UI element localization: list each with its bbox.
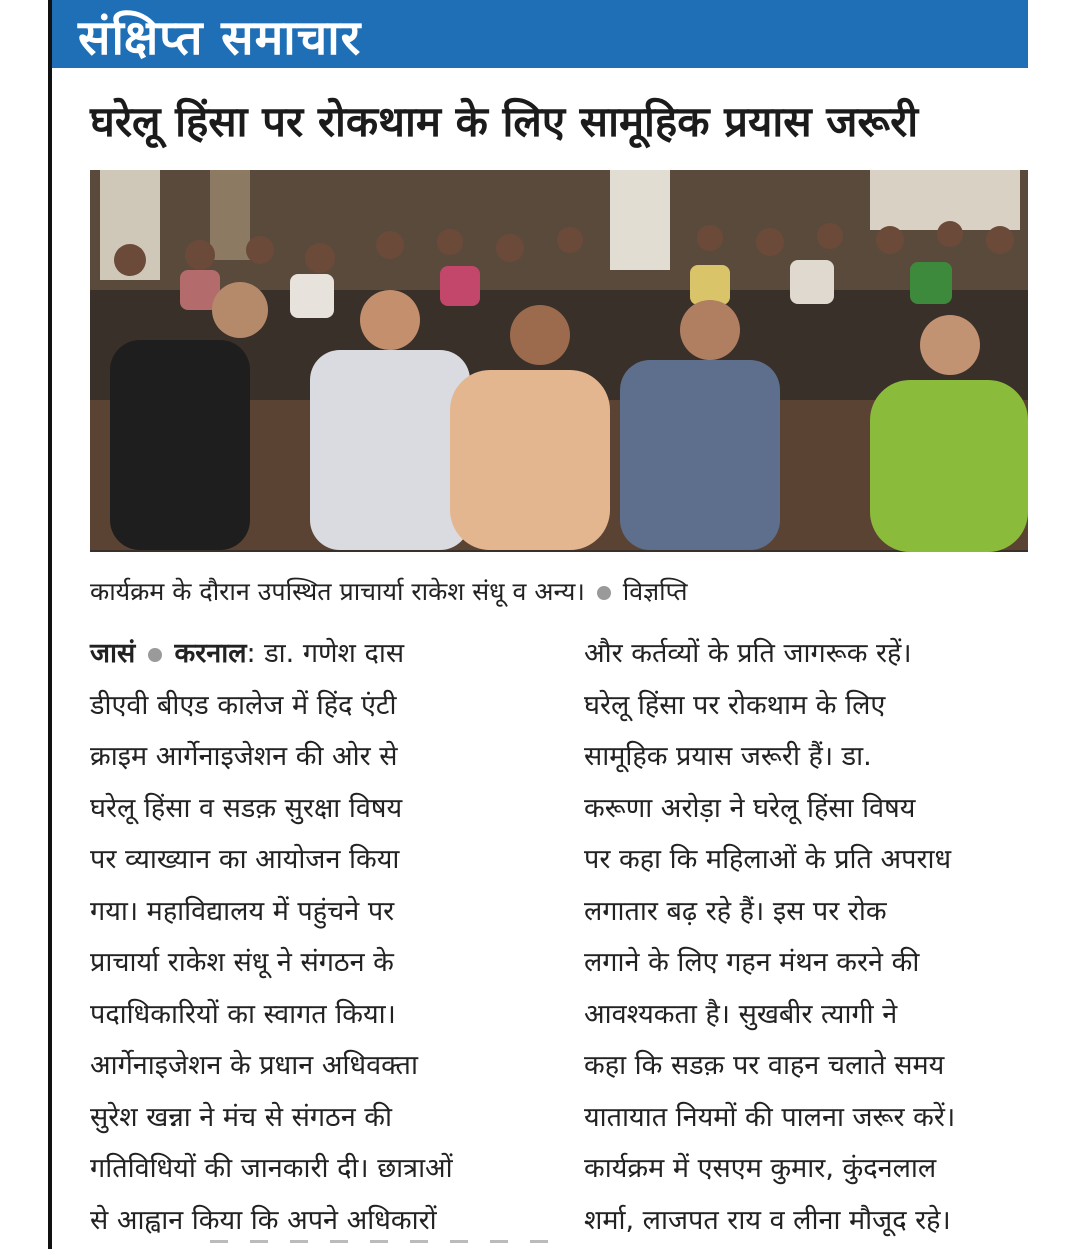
- article-line: कार्यक्रम में एसएम कुमार, कुंदनलाल: [584, 1153, 937, 1184]
- article-line: पर कहा कि महिलाओं के प्रति अपराध: [584, 844, 952, 875]
- section-banner: [52, 0, 1028, 68]
- article-line: प्राचार्या राकेश संधू ने संगठन के: [90, 947, 394, 978]
- article-line: शर्मा, लाजपत राय व लीना मौजूद रहे।: [584, 1204, 951, 1236]
- article-line: गया। महाविद्यालय में पहुंचने पर: [90, 895, 395, 927]
- article-line: गतिविधियों की जानकारी दी। छात्राओं: [90, 1153, 453, 1184]
- article-line: कहा कि सडक़ पर वाहन चलाते समय: [584, 1050, 945, 1081]
- caption-text: कार्यक्रम के दौरान उपस्थित प्राचार्या राकेश संधू व अन्य।: [90, 577, 585, 606]
- article-line: करूणा अरोड़ा ने घरेलू हिंसा विषय: [584, 792, 916, 824]
- article-column-left: [90, 628, 550, 1246]
- cut-off-next-line: [210, 1240, 570, 1243]
- article-line: पदाधिकारियों का स्वागत किया।: [90, 998, 396, 1030]
- caption-source: विज्ञप्ति: [622, 577, 688, 606]
- article-line: क्राइम आर्गेनाइजेशन की ओर से: [90, 741, 398, 772]
- bullet-dot-icon: [597, 586, 611, 600]
- article-line: घरेलू हिंसा व सडक़ सुरक्षा विषय: [90, 792, 403, 824]
- dateline-agency: जासं: [90, 638, 136, 669]
- article-line: यातायात नियमों की पालना जरूर करें।: [584, 1101, 956, 1133]
- article-line: सुरेश खन्ना ने मंच से संगठन की: [90, 1101, 393, 1133]
- left-column-rule: [48, 0, 52, 1249]
- photo-caption: [90, 574, 688, 608]
- article-line: लगाने के लिए गहन मंथन करने की: [584, 947, 920, 978]
- article-line: आर्गेनाइजेशन के प्रधान अधिवक्ता: [90, 1050, 418, 1081]
- bullet-dot-icon: [148, 648, 162, 662]
- article-column-right: [584, 628, 1034, 1246]
- dateline-rest: : डा. गणेश दास: [246, 638, 405, 669]
- dateline: [90, 628, 550, 680]
- section-title: संक्षिप्त समाचार: [78, 10, 362, 66]
- dateline-place: करनाल: [174, 638, 247, 669]
- article-line: से आह्वान किया कि अपने अधिकारों: [90, 1204, 437, 1236]
- article-line: पर व्याख्यान का आयोजन किया: [90, 844, 400, 875]
- audience-photo-icon: [90, 170, 1028, 552]
- article-headline: घरेलू हिंसा पर रोकथाम के लिए सामूहिक प्रयास जरूरी: [90, 97, 919, 146]
- article-line: डीएवी बीएड कालेज में हिंद एंटी: [90, 689, 397, 721]
- article-line: सामूहिक प्रयास जरूरी हैं। डा.: [584, 741, 872, 772]
- article-line: लगातार बढ़ रहे हैं। इस पर रोक: [584, 895, 887, 927]
- article-line: और कर्तव्यों के प्रति जागरूक रहें।: [584, 638, 912, 669]
- article-line: घरेलू हिंसा पर रोकथाम के लिए: [584, 689, 886, 721]
- event-photo: [90, 170, 1028, 552]
- article-line: आवश्यकता है। सुखबीर त्यागी ने: [584, 998, 898, 1030]
